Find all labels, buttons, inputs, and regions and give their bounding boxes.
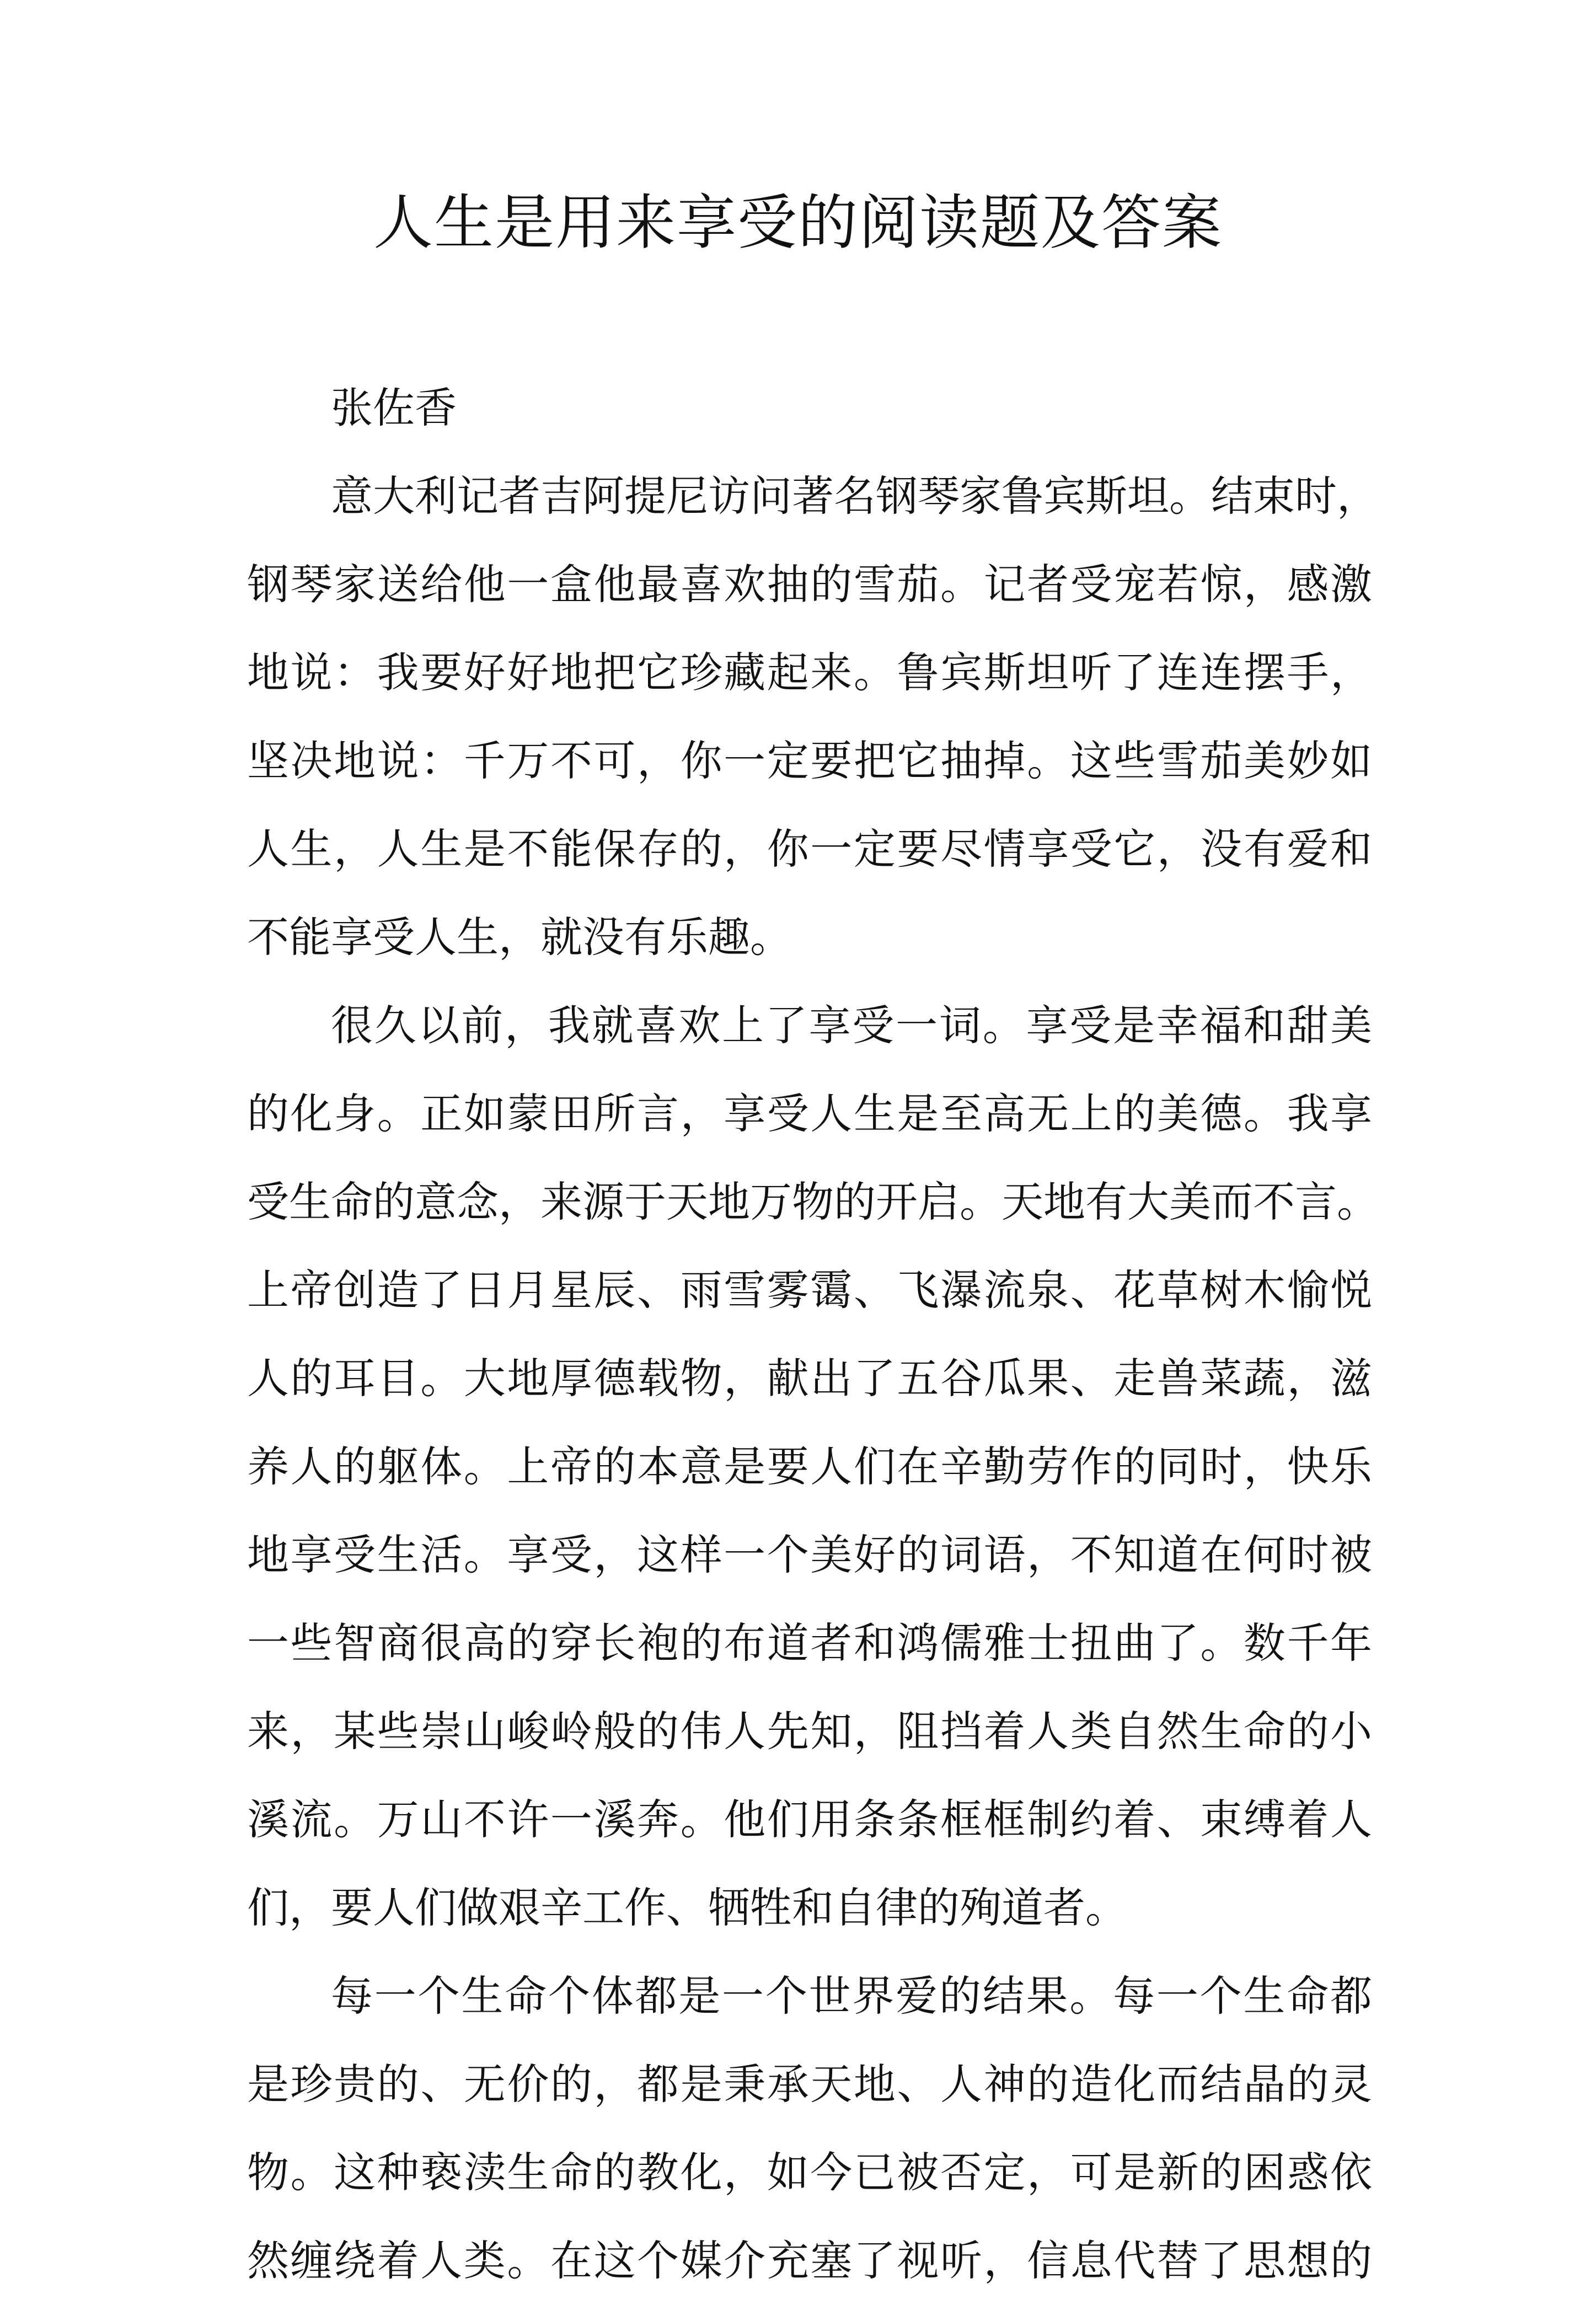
text-line: 物。这种亵渎生命的教化，如今已被否定，可是新的困惑依 bbox=[247, 2148, 1372, 2197]
text-line: 坚决地说：千万不可，你一定要把它抽掉。这些雪茄美妙如 bbox=[247, 736, 1372, 785]
text-line: 来，某些崇山峻岭般的伟人先知，阻挡着人类自然生命的小 bbox=[247, 1707, 1372, 1756]
paragraph-1 bbox=[247, 452, 1379, 982]
text-line: 地说：我要好好地把它珍藏起来。鲁宾斯坦听了连连摆手， bbox=[247, 648, 1372, 697]
document-body bbox=[247, 364, 1379, 2305]
text-line: 然缠绕着人类。在这个媒介充塞了视听，信息代替了思想的 bbox=[247, 2236, 1372, 2285]
text-line: 是珍贵的、无价的，都是秉承天地、人神的造化而结晶的灵 bbox=[247, 2060, 1372, 2109]
text-line: 一些智商很高的穿长袍的布道者和鸿儒雅士扭曲了。数千年 bbox=[247, 1618, 1372, 1668]
text-line: 很久以前，我就喜欢上了享受一词。享受是幸福和甜美 bbox=[331, 1001, 1372, 1050]
text-line: 上帝创造了日月星辰、雨雪雾霭、飞瀑流泉、花草树木愉悦 bbox=[247, 1266, 1372, 1315]
text-line: 们，要人们做艰辛工作、牺牲和自律的殉道者。 bbox=[247, 1883, 1127, 1932]
document-title: 人生是用来享受的阅读题及答案 bbox=[373, 189, 1223, 258]
text-line: 不能享受人生，就没有乐趣。 bbox=[247, 913, 792, 962]
paragraph-3 bbox=[247, 1952, 1372, 2305]
text-line: 意大利记者吉阿提尼访问著名钢琴家鲁宾斯坦。结束时， bbox=[331, 471, 1379, 521]
author-name: 张佐香 bbox=[331, 383, 457, 432]
text-line: 养人的躯体。上帝的本意是要人们在辛勤劳作的同时，快乐 bbox=[247, 1442, 1372, 1491]
text-line: 人生，人生是不能保存的，你一定要尽情享受它，没有爱和 bbox=[247, 824, 1372, 873]
text-line: 受生命的意念，来源于天地万物的开启。天地有大美而不言。 bbox=[247, 1177, 1379, 1226]
text-line: 每一个生命个体都是一个世界爱的结果。每一个生命都 bbox=[331, 1971, 1372, 2020]
paragraph-2 bbox=[247, 982, 1379, 1952]
text-line: 钢琴家送给他一盒他最喜欢抽的雪茄。记者受宠若惊，感激 bbox=[247, 560, 1372, 609]
text-line: 人的耳目。大地厚德载物，献出了五谷瓜果、走兽菜蔬，滋 bbox=[247, 1354, 1372, 1403]
text-line: 溪流。万山不许一溪奔。他们用条条框框制约着、束缚着人 bbox=[247, 1795, 1372, 1844]
text-line: 的化身。正如蒙田所言，享受人生是至高无上的美德。我享 bbox=[247, 1089, 1372, 1138]
text-line: 地享受生活。享受，这样一个美好的词语，不知道在何时被 bbox=[247, 1530, 1372, 1579]
